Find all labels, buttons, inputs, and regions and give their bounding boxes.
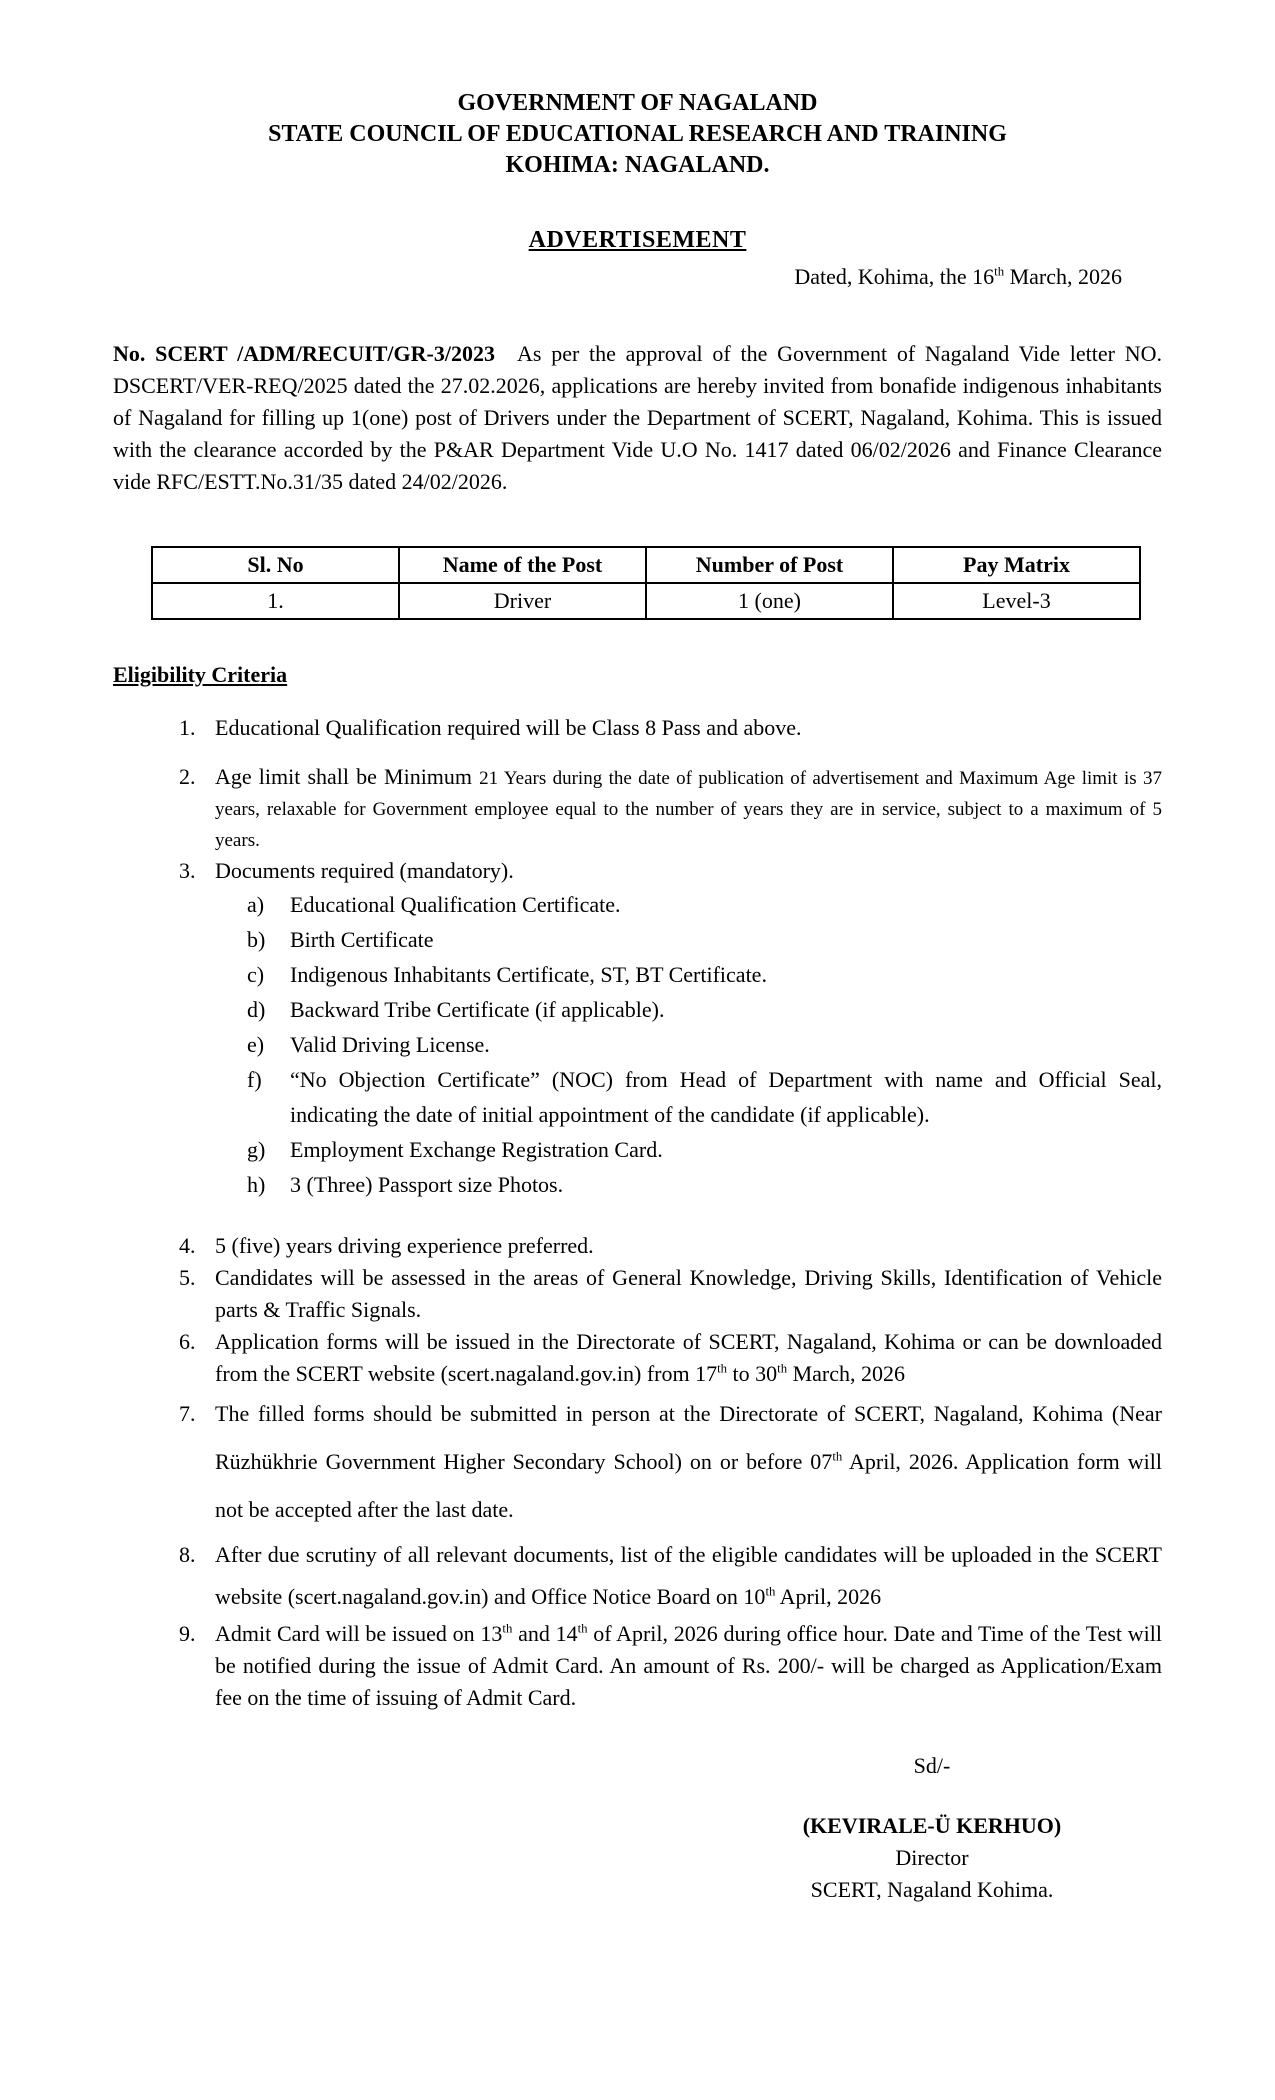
table-row [152,583,1140,619]
col-header-sl-no: Sl. No [152,547,399,583]
signatory-title: Director [895,1845,969,1870]
signature-block [717,1750,1147,1906]
signatory-organisation: SCERT, Nagaland Kohima. [810,1877,1054,1902]
list-item-3: 3. Documents required (mandatory). [179,858,514,883]
cell-post-number: 1 (one) [646,583,893,619]
list-item-2: 2. Age limit shall be Minimum 21 Years during the date of publication of advertisement and Maximum Age limit is 37 years, relaxable for Government employee equal to the number of years they are in service, subject to a maximum of 5 years. [179,764,1162,851]
col-header-post-number: Number of Post [646,547,893,583]
advertisement-title-row [113,227,1162,254]
sublist-item-f: f) “No Objection Certificate” (NOC) from Head of Department with name and Official Seal, indicating the date of initial appointment of the candidate (if applicable). [247,1067,1162,1127]
cell-pay-matrix: Level-3 [893,583,1140,619]
documents-sublist [113,887,1162,1202]
advertisement-title: ADVERTISEMENT [528,227,747,253]
eligibility-heading: Eligibility Criteria [113,662,288,687]
cell-post-name: Driver [399,583,646,619]
col-header-post-name: Name of the Post [399,547,646,583]
list-item-7: 7. The filled forms should be submitted in person at the Directorate of SCERT, Nagaland, Kohima (Near Rüzhükhrie Government Higher Secondary School) on or before 07th April, 2026. Application form will not be accepted after the last date. [179,1401,1162,1522]
date-ordinal: th [994,264,1005,279]
government-name: GOVERNMENT OF NAGALAND [457,90,818,116]
intro-text: As per the approval of the Government of Nagaland Vide letter NO. DSCERT/VER-REQ/2025 dated the 27.02.2026, applications are hereby invited from bonafide indigenous inhabitants of Nagaland for filling up 1(one) post of Drivers under the Department of SCERT, Nagaland, Kohima. This is issued with the clearance accorded by the P&AR Department Vide U.O No. 1417 dated 06/02/2026 and Finance Clearance vide RFC/ESTT.No.31/35 dated 24/02/2026. [113,341,1162,494]
sublist-item-b: b) Birth Certificate [247,927,434,952]
sublist-item-g: g) Employment Exchange Registration Card. [247,1137,663,1162]
sublist-item-h: h) 3 (Three) Passport size Photos. [247,1172,564,1197]
sublist-item-c: c) Indigenous Inhabitants Certificate, ST, BT Certificate. [247,962,767,987]
list-item-1: 1. Educational Qualification required will be Class 8 Pass and above. [179,715,802,740]
list-item-5: 5. Candidates will be assessed in the areas of General Knowledge, Driving Skills, Identification of Vehicle parts & Traffic Signals. [179,1265,1162,1322]
list-item-8: 8. After due scrutiny of all relevant documents, list of the eligible candidates will be uploaded in the SCERT website (scert.nagaland.gov.in) and Office Notice Board on 10th April, 2026 [179,1542,1162,1609]
table-header-row [152,547,1140,583]
cell-sl-no: 1. [152,583,399,619]
intro-paragraph [113,338,1162,498]
reference-number: No. SCERT /ADM/RECUIT/GR-3/2023 [113,341,495,366]
list-item-4: 4. 5 (five) years driving experience preferred. [179,1233,594,1258]
sublist-item-e: e) Valid Driving License. [247,1032,490,1057]
letterhead [113,88,1162,181]
list-item-9: 9. Admit Card will be issued on 13th and 14th of April, 2026 during office hour. Date and Time of the Test will be notified during the issue of Admit Card. An amount of Rs. 200/- will be charged as Application/Exam fee on the time of issuing of Admit Card. [179,1621,1163,1710]
location-line: KOHIMA: NAGALAND. [505,152,770,178]
list-item-6: 6. Application forms will be issued in the Directorate of SCERT, Nagaland, Kohima or can be downloaded from the SCERT website (scert.nagaland.gov.in) from 17th to 30th March, 2026 [179,1329,1162,1386]
col-header-pay-matrix: Pay Matrix [893,547,1140,583]
council-name: STATE COUNCIL OF EDUCATIONAL RESEARCH AND TRAINING [268,121,1007,147]
sublist-item-d: d) Backward Tribe Certificate (if applicable). [247,997,665,1022]
post-details-table [151,546,1141,620]
date-line: Dated, Kohima, the 16th March, 2026 [794,264,1122,289]
signed-abbreviation: Sd/- [913,1753,951,1778]
signatory-name: (KEVIRALE-Ü KERHUO) [802,1813,1062,1838]
sublist-item-a: a) Educational Qualification Certificate. [247,892,621,917]
